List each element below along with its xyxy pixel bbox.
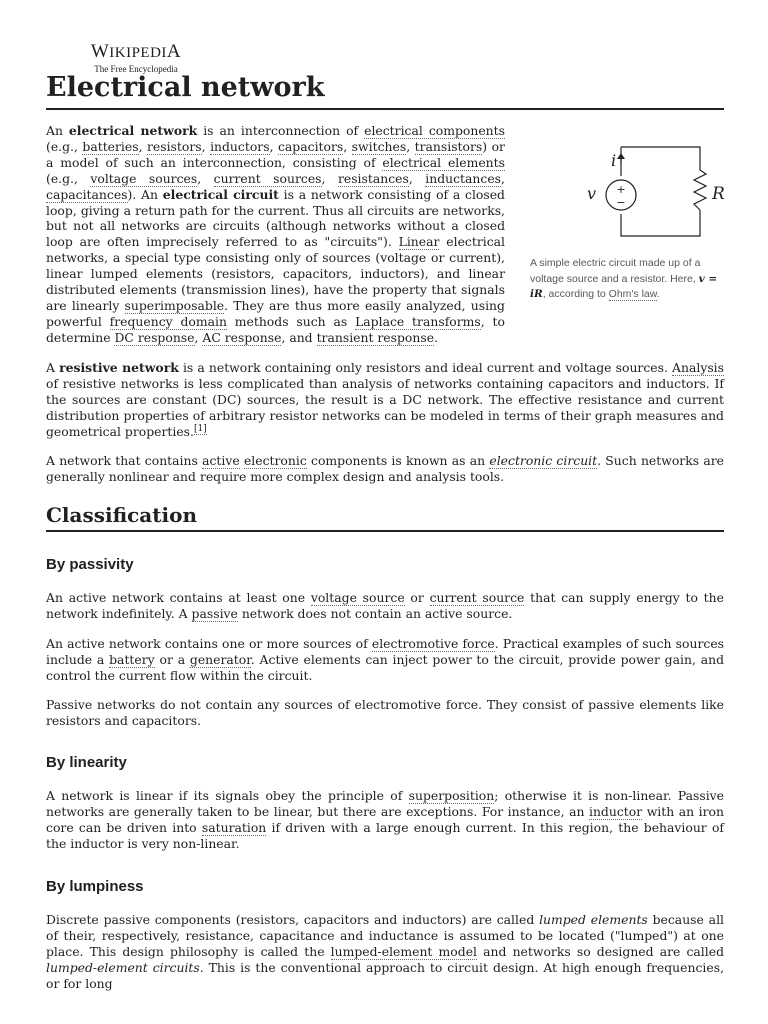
heading-by-passivity: By passivity xyxy=(46,556,134,573)
link-voltage-sources[interactable]: voltage sources xyxy=(90,170,198,186)
heading-by-lumpiness: By lumpiness xyxy=(46,878,144,895)
link-inductor[interactable]: inductor xyxy=(588,803,643,819)
link-active[interactable]: active xyxy=(202,453,240,468)
reference-1[interactable]: [1] xyxy=(193,423,207,434)
logo-wordmark: WIKIPEDIA xyxy=(90,41,182,62)
link-frequency-domain[interactable]: frequency domain xyxy=(109,313,227,329)
intro-paragraph: An electrical network is an interconnection of electrical components (e.g., batteries, resistors, inductors, capacitors, switches, transistors) or a model of such an interconnection, consisting of electrical elements (e.g., voltage sources, current sources, resistances, inductances, capacitances). An electrical circuit is a network consisting of a closed loop, giving a return path for the current. Thus all circuits are networks, but not all networks are circuits (although networks without a closed loop are often imprecisely referred to as "circuits"). Linear electrical networks, a special type consisting only of sources (voltage or current), linear lumped elements (resistors, capacitors, inductors), and linear distributed elements (transmission lines), have the property that signals are linearly superimposable. They are thus more easily analyzed, using powerful frequency domain methods such as Laplace transforms, to determine DC response, AC response, and transient response. xyxy=(46,123,505,345)
circuit-figure xyxy=(528,136,724,303)
link-superposition[interactable]: superposition xyxy=(408,788,495,803)
link-generator[interactable]: generator xyxy=(189,651,251,667)
link-capacitances[interactable]: capacitances xyxy=(46,186,128,202)
plus-sign: + xyxy=(616,183,626,196)
lumpiness-paragraph: Discrete passive components (resistors, capacitors and inductors) are called lumped elements because all of their, respectively, resistance, capacitance and inductance is assumed to be located ("lumped") at one place. This design philosophy is called the lumped-element model and networks so designed are called lumped-element circuits. This is the conventional approach to circuit design. At high enough frequencies, or for long xyxy=(46,912,725,991)
link-ac-response[interactable]: AC response xyxy=(202,329,282,345)
figure-caption: A simple electric circuit made up of a voltage source and a resistor. Here, v = iR, according to Ohm's law. xyxy=(530,257,718,300)
passivity-paragraph-1: An active network contains at least one voltage source or current source that can supply energy to the network indefinitely. A passive network does not contain an active source. xyxy=(46,590,724,621)
link-linear[interactable]: Linear xyxy=(398,234,440,250)
page-title: Electrical network xyxy=(46,70,724,110)
heading-classification: Classification xyxy=(46,501,724,532)
link-resistors[interactable]: resistors xyxy=(146,138,202,154)
heading-by-linearity: By linearity xyxy=(46,754,127,771)
passivity-paragraph-2: An active network contains one or more sources of electromotive force. Practical examples of such sources include a battery or a generator. Active elements can inject power to the circuit, provide power gain, and control the current flow within the circuit. xyxy=(46,636,725,683)
link-electrical-components[interactable]: electrical components xyxy=(364,123,505,138)
link-electrical-elements[interactable]: electrical elements xyxy=(382,154,505,170)
link-voltage-source[interactable]: voltage source xyxy=(310,590,405,605)
link-current-source[interactable]: current source xyxy=(429,590,525,605)
link-passive[interactable]: passive xyxy=(191,605,238,621)
link-electromotive-force[interactable]: electromotive force xyxy=(371,636,495,651)
link-transient-response[interactable]: transient response xyxy=(316,329,435,345)
link-transistors[interactable]: transistors xyxy=(414,138,483,154)
link-lumped-element-model[interactable]: lumped-element model xyxy=(330,943,477,959)
linearity-paragraph: A network is linear if its signals obey the principle of superposition; otherwise it is non-linear. Passive networks are generally taken to be linear, but there are exceptions. For instance, an inductor with an iron core can be driven into saturation if driven with a large enough current. In this region, the behaviour of the inductor is very non-linear. xyxy=(46,788,725,851)
link-saturation[interactable]: saturation xyxy=(201,819,267,835)
resistor-symbol xyxy=(694,170,706,210)
minus-sign: − xyxy=(616,196,626,209)
circuit-wire xyxy=(621,147,700,236)
passivity-paragraph-3: Passive networks do not contain any sources of electromotive force. They consist of passive elements like resistors and capacitors. xyxy=(46,697,724,728)
link-inductors[interactable]: inductors xyxy=(210,138,270,154)
link-inductances[interactable]: inductances xyxy=(425,170,502,186)
link-current-sources[interactable]: current sources xyxy=(213,170,322,186)
logo-tagline: The Free Encyclopedia xyxy=(94,64,178,74)
label-current: i xyxy=(611,151,617,170)
link-ohms-law[interactable]: Ohm's law xyxy=(608,288,657,300)
circuit-diagram xyxy=(528,136,724,246)
link-electronic-circuit[interactable]: electronic circuit xyxy=(489,453,598,468)
resistive-paragraph: A resistive network is a network containing only resistors and ideal current and voltage sources. Analysis of resistive networks is less complicated than analysis of networks containing capacitors and inductors. If the sources are constant (DC) sources, the result is a DC network. The effective resistance and current distribution properties of arbitrary resistor networks can be modeled in terms of their graph measures and geometrical properties.[1] xyxy=(46,360,725,439)
link-dc-response[interactable]: DC response xyxy=(114,329,195,345)
link-electronic[interactable]: electronic xyxy=(243,453,307,468)
formula: v = iR xyxy=(530,272,718,300)
link-laplace-transforms[interactable]: Laplace transforms xyxy=(355,313,481,329)
link-analysis[interactable]: Analysis xyxy=(672,360,725,375)
label-voltage: v xyxy=(587,184,597,203)
link-batteries[interactable]: batteries xyxy=(82,138,139,154)
link-resistances[interactable]: resistances xyxy=(337,170,409,186)
label-resistor: R xyxy=(712,184,724,204)
link-switches[interactable]: switches xyxy=(351,138,407,154)
active-paragraph: A network that contains active electronic components is known as an electronic circuit. Such networks are generally nonlinear and require more complex design and analysis tools. xyxy=(46,453,724,484)
link-superimposable[interactable]: superimposable xyxy=(124,297,225,313)
link-battery[interactable]: battery xyxy=(109,651,155,667)
link-capacitors[interactable]: capacitors xyxy=(277,138,344,154)
